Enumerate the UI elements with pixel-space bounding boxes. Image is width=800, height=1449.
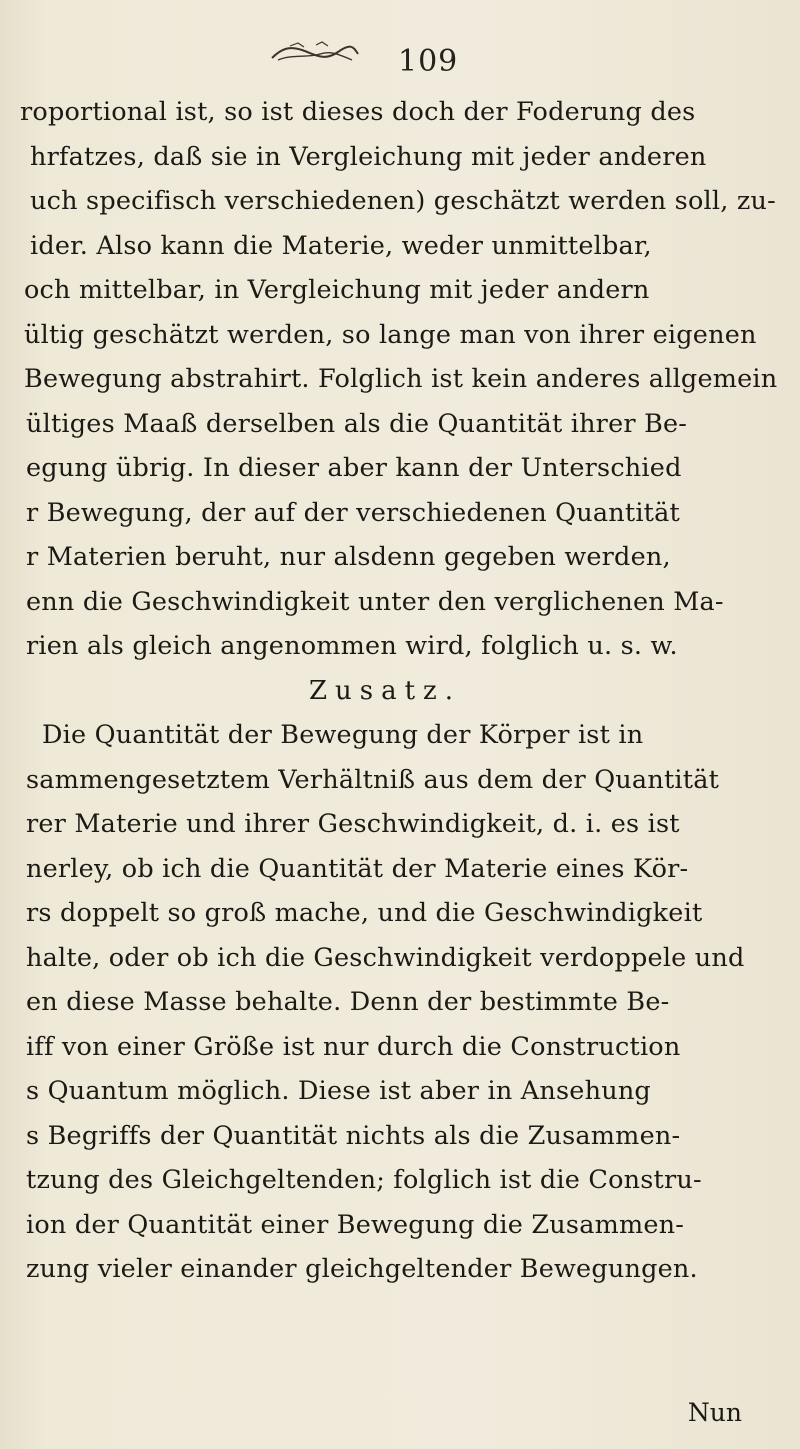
text-line: iff von einer Größe ist nur durch die Construction (26, 1031, 681, 1062)
text-line: och mittelbar, in Vergleichung mit jeder andern (24, 275, 650, 305)
text-line: Die Quantität der Bewegung der Körper ist in (42, 720, 644, 750)
paragraph-zusatz (0, 713, 800, 1292)
text-line: hrfatzes, daß sie in Vergleichung mit jeder anderen (30, 141, 707, 172)
text-line: rer Materie und ihrer Geschwindigkeit, d. i. es ist (26, 809, 680, 839)
text-line: s Begriffs der Quantität nichts als die Zusammen- (26, 1120, 681, 1151)
text-line: ültig geschätzt werden, so lange man von ihrer eigenen (24, 319, 757, 350)
text-line: ider. Also kann die Materie, weder unmittelbar, (30, 230, 652, 261)
paragraph-proof (0, 90, 800, 669)
catchword: Nun (687, 1398, 742, 1427)
text-line: en diese Masse behalte. Denn der bestimmte Be- (26, 987, 670, 1017)
text-line: tzung des Gleichgeltenden; folglich ist die Constru- (26, 1165, 702, 1195)
text-line: r Materien beruht, nur alsdenn gegeben werden, (26, 542, 671, 572)
text-line: halte, oder ob ich die Geschwindigkeit verdoppele und (26, 942, 745, 973)
text-line: nerley, ob ich die Quantität der Materie eines Kör- (26, 853, 689, 884)
text-line: roportional ist, so ist dieses doch der Foderung des (20, 97, 696, 127)
body-text (0, 90, 800, 1292)
text-line: rien als gleich angenommen wird, folglich u. s. w. (26, 631, 678, 661)
text-line: ültiges Maaß derselben als die Quantität ihrer Be- (26, 408, 688, 439)
text-line: r Bewegung, der auf der verschiedenen Quantität (26, 497, 680, 528)
text-line: enn die Geschwindigkeit unter den verglichenen Ma- (26, 586, 724, 617)
text-line: egung übrig. In dieser aber kann der Unterschied (26, 453, 682, 483)
page-number: 109 (398, 44, 459, 79)
text-line: uch specifisch verschiedenen) geschätzt werden soll, zu- (30, 186, 776, 216)
text-line: zung vieler einander gleichgeltender Bewegungen. (26, 1254, 698, 1284)
text-line: sammengesetztem Verhältniß aus dem der Quantität (26, 764, 720, 795)
section-heading: Zusatz. (308, 675, 462, 706)
text-line: Bewegung abstrahirt. Folglich ist kein anderes allgemein (24, 364, 778, 394)
text-line: rs doppelt so groß mache, und die Geschwindigkeit (26, 898, 703, 928)
text-line: s Quantum möglich. Diese ist aber in Ansehung (26, 1076, 651, 1106)
decorative-ornament-icon (268, 40, 360, 66)
text-line: ion der Quantität einer Bewegung die Zusammen- (26, 1209, 685, 1240)
